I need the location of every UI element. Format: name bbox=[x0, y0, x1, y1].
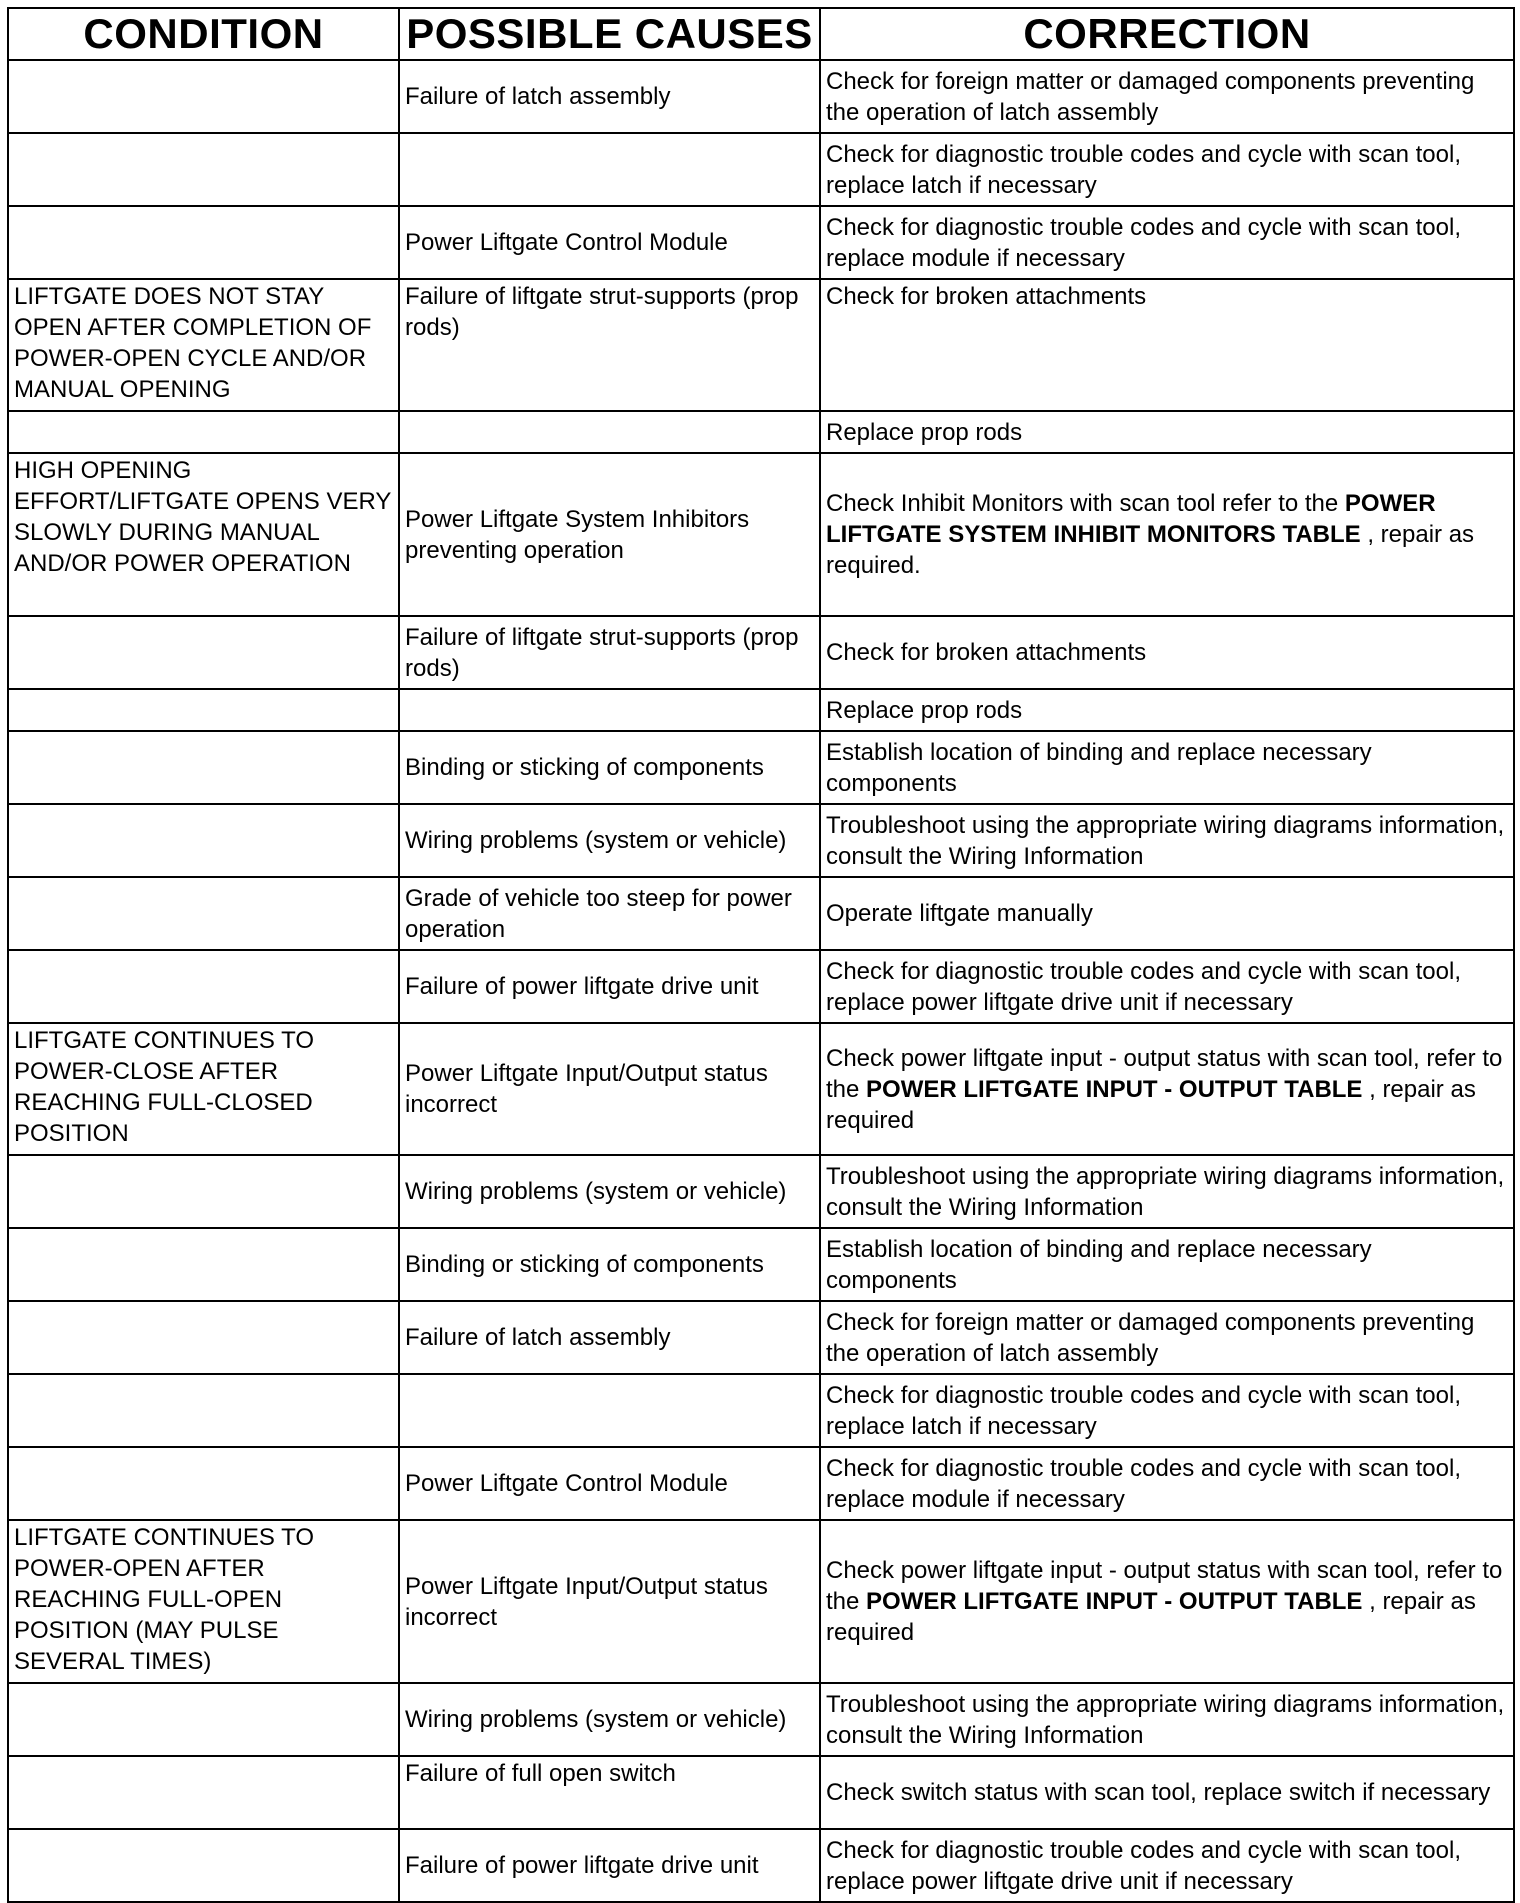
table-row bbox=[8, 1374, 1514, 1447]
table-row bbox=[8, 206, 1514, 279]
table-row bbox=[8, 950, 1514, 1023]
header-row bbox=[8, 8, 1514, 60]
correction-text: Establish location of binding and replace necessary components bbox=[826, 738, 1372, 797]
condition-cell bbox=[8, 1756, 399, 1829]
correction-text-tail: , repair as required. bbox=[826, 521, 1475, 579]
cause-cell: Power Liftgate System Inhibitors preventing operation bbox=[399, 453, 820, 616]
correction-cell bbox=[820, 804, 1514, 877]
table-row bbox=[8, 689, 1514, 731]
correction-text: Check switch status with scan tool, replace switch if necessary bbox=[826, 1779, 1491, 1806]
condition-cell bbox=[8, 804, 399, 877]
cause-cell: Power Liftgate Input/Output status incorrect bbox=[399, 1023, 820, 1155]
condition-cell bbox=[8, 133, 399, 206]
correction-text: Check for foreign matter or damaged components preventing the operation of latch assembly bbox=[826, 1308, 1475, 1367]
diagnosis-table bbox=[7, 7, 1515, 1903]
correction-cell bbox=[820, 1023, 1514, 1155]
cause-cell: Binding or sticking of components bbox=[399, 1228, 820, 1301]
cause-cell bbox=[399, 689, 820, 731]
correction-cell bbox=[820, 1447, 1514, 1520]
cause-cell: Power Liftgate Control Module bbox=[399, 1447, 820, 1520]
cause-cell bbox=[399, 133, 820, 206]
cause-cell bbox=[399, 411, 820, 453]
cause-cell: Binding or sticking of components bbox=[399, 731, 820, 804]
correction-cell bbox=[820, 60, 1514, 133]
cause-cell: Failure of full open switch bbox=[399, 1756, 820, 1829]
cause-cell: Failure of power liftgate drive unit bbox=[399, 1829, 820, 1902]
correction-cell bbox=[820, 453, 1514, 616]
table-row bbox=[8, 616, 1514, 689]
table-row bbox=[8, 804, 1514, 877]
header-condition: CONDITION bbox=[8, 8, 399, 60]
header-correction: CORRECTION bbox=[820, 8, 1514, 60]
condition-cell bbox=[8, 731, 399, 804]
cause-cell: Power Liftgate Input/Output status incorrect bbox=[399, 1520, 820, 1683]
correction-cell bbox=[820, 616, 1514, 689]
correction-text: Check for diagnostic trouble codes and cycle with scan tool, replace module if necessary bbox=[826, 1454, 1462, 1513]
correction-text: Check for diagnostic trouble codes and cycle with scan tool, replace power liftgate drive unit if necessary bbox=[826, 957, 1462, 1016]
correction-text: Check power liftgate input - output status with scan tool, refer to the bbox=[826, 1557, 1503, 1615]
cause-cell: Power Liftgate Control Module bbox=[399, 206, 820, 279]
table-row bbox=[8, 1683, 1514, 1756]
table-row bbox=[8, 60, 1514, 133]
condition-cell: LIFTGATE CONTINUES TO POWER-CLOSE AFTER REACHING FULL-CLOSED POSITION bbox=[8, 1023, 399, 1155]
table-row bbox=[8, 731, 1514, 804]
correction-text: Check for diagnostic trouble codes and cycle with scan tool, replace latch if necessary bbox=[826, 1381, 1462, 1440]
correction-table-reference: POWER LIFTGATE INPUT - OUTPUT TABLE bbox=[866, 1588, 1363, 1615]
correction-text: Check Inhibit Monitors with scan tool refer to the bbox=[826, 490, 1345, 517]
correction-text: Troubleshoot using the appropriate wiring diagrams information, consult the Wiring Information bbox=[826, 1162, 1505, 1221]
cause-cell: Failure of power liftgate drive unit bbox=[399, 950, 820, 1023]
correction-cell bbox=[820, 1683, 1514, 1756]
correction-text: Check for broken attachments bbox=[826, 283, 1147, 310]
condition-cell bbox=[8, 206, 399, 279]
condition-cell bbox=[8, 1829, 399, 1902]
correction-text: Replace prop rods bbox=[826, 696, 1023, 724]
condition-cell bbox=[8, 1683, 399, 1756]
table-row bbox=[8, 1228, 1514, 1301]
correction-cell bbox=[820, 279, 1514, 411]
correction-cell bbox=[820, 206, 1514, 279]
correction-text: Check for diagnostic trouble codes and cycle with scan tool, replace power liftgate drive unit if necessary bbox=[826, 1836, 1462, 1895]
correction-text: Check for diagnostic trouble codes and cycle with scan tool, replace latch if necessary bbox=[826, 140, 1462, 199]
condition-cell bbox=[8, 950, 399, 1023]
correction-text: Check power liftgate input - output status with scan tool, refer to the bbox=[826, 1044, 1503, 1103]
cause-cell: Failure of latch assembly bbox=[399, 1301, 820, 1374]
cause-cell: Failure of liftgate strut-supports (prop rods) bbox=[399, 279, 820, 411]
table-row bbox=[8, 877, 1514, 950]
table-row bbox=[8, 1520, 1514, 1683]
cause-cell: Grade of vehicle too steep for power operation bbox=[399, 877, 820, 950]
correction-text: Operate liftgate manually bbox=[826, 900, 1093, 927]
condition-cell bbox=[8, 1374, 399, 1447]
condition-cell bbox=[8, 1301, 399, 1374]
table-row bbox=[8, 1829, 1514, 1902]
table-row bbox=[8, 133, 1514, 206]
condition-cell bbox=[8, 616, 399, 689]
correction-cell bbox=[820, 1301, 1514, 1374]
condition-cell bbox=[8, 1155, 399, 1228]
correction-text: Troubleshoot using the appropriate wiring diagrams information, consult the Wiring Information bbox=[826, 1690, 1505, 1749]
correction-cell bbox=[820, 877, 1514, 950]
condition-cell bbox=[8, 1228, 399, 1301]
correction-text-tail: , repair as required bbox=[826, 1075, 1476, 1134]
table-row bbox=[8, 1301, 1514, 1374]
table-row bbox=[8, 279, 1514, 411]
table-row bbox=[8, 1447, 1514, 1520]
correction-text: Check for diagnostic trouble codes and cycle with scan tool, replace module if necessary bbox=[826, 213, 1462, 272]
table-row bbox=[8, 1155, 1514, 1228]
correction-cell bbox=[820, 1374, 1514, 1447]
correction-text: Check for broken attachments bbox=[826, 639, 1147, 666]
correction-cell bbox=[820, 411, 1514, 453]
correction-cell bbox=[820, 1155, 1514, 1228]
condition-cell bbox=[8, 877, 399, 950]
condition-cell: LIFTGATE DOES NOT STAY OPEN AFTER COMPLETION OF POWER-OPEN CYCLE AND/OR MANUAL OPENING bbox=[8, 279, 399, 411]
cause-cell: Failure of liftgate strut-supports (prop rods) bbox=[399, 616, 820, 689]
correction-cell bbox=[820, 950, 1514, 1023]
condition-cell bbox=[8, 411, 399, 453]
cause-cell bbox=[399, 1374, 820, 1447]
correction-cell bbox=[820, 1520, 1514, 1683]
cause-cell: Failure of latch assembly bbox=[399, 60, 820, 133]
condition-cell bbox=[8, 1447, 399, 1520]
condition-cell: HIGH OPENING EFFORT/LIFTGATE OPENS VERY SLOWLY DURING MANUAL AND/OR POWER OPERATION bbox=[8, 453, 399, 616]
condition-cell bbox=[8, 60, 399, 133]
table-row bbox=[8, 411, 1514, 453]
correction-text: Check for foreign matter or damaged components preventing the operation of latch assembly bbox=[826, 67, 1475, 126]
correction-text: Replace prop rods bbox=[826, 418, 1023, 446]
table-row bbox=[8, 1023, 1514, 1155]
correction-cell bbox=[820, 133, 1514, 206]
correction-cell bbox=[820, 1829, 1514, 1902]
correction-cell bbox=[820, 731, 1514, 804]
correction-text: Establish location of binding and replace necessary components bbox=[826, 1235, 1372, 1294]
cause-cell: Wiring problems (system or vehicle) bbox=[399, 804, 820, 877]
cause-cell: Wiring problems (system or vehicle) bbox=[399, 1155, 820, 1228]
condition-cell: LIFTGATE CONTINUES TO POWER-OPEN AFTER REACHING FULL-OPEN POSITION (MAY PULSE SEVERAL TIMES) bbox=[8, 1520, 399, 1683]
correction-table-reference: POWER LIFTGATE INPUT - OUTPUT TABLE bbox=[866, 1075, 1363, 1103]
correction-table-reference: POWER LIFTGATE SYSTEM INHIBIT MONITORS TABLE bbox=[826, 490, 1436, 548]
table-row bbox=[8, 1756, 1514, 1829]
table-row bbox=[8, 453, 1514, 616]
condition-cell bbox=[8, 689, 399, 731]
correction-cell bbox=[820, 1228, 1514, 1301]
header-possible-causes: POSSIBLE CAUSES bbox=[399, 8, 820, 60]
correction-cell bbox=[820, 1756, 1514, 1829]
correction-text: Troubleshoot using the appropriate wiring diagrams information, consult the Wiring Information bbox=[826, 811, 1505, 870]
correction-cell bbox=[820, 689, 1514, 731]
cause-cell: Wiring problems (system or vehicle) bbox=[399, 1683, 820, 1756]
correction-text-tail: , repair as required bbox=[826, 1588, 1476, 1646]
